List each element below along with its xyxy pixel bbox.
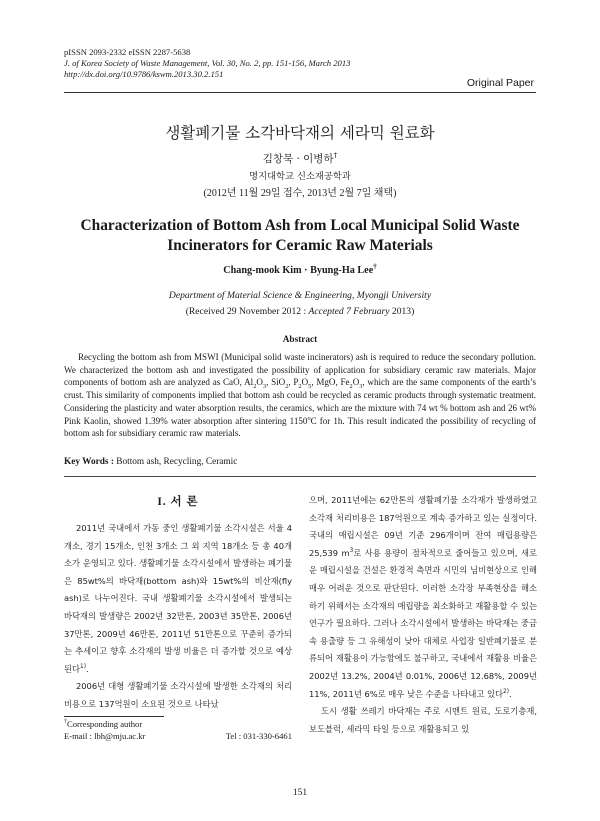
- keywords-divider: [64, 476, 536, 477]
- korean-title: 생활폐기물 소각바닥재의 세라믹 원료화: [165, 124, 435, 142]
- keywords-value: Bottom ash, Recycling, Ceramic: [113, 457, 238, 467]
- received-part-c: 2013): [389, 306, 415, 317]
- corresponding-author-note: †Corresponding author: [64, 719, 143, 729]
- page-number: 151: [292, 788, 308, 798]
- abstract-body: Recycling the bottom ash from MSWI (Municipal solid waste incinerators) ash is required to reduce the secondary pollution. We characterized the bottom ash and investigated the possibility of application for subsidiary ceramic raw materials. Major components of bottom ash are analyzed as CaO, $Al_2O_3$, SiO$_2$, $P_2O_5$, MgO, $Fe_2O_3$, which are the same components of the earth’s crust. This similarity of components implied that bottom ash could be recycled as ceramic products through systematic treatment. Considering the plasticity and water absorption results, the ceramics, which are the mixture with 74 wt % bottom ash and 26 wt% Pink Kaolin, showed 1.39% water absorption after sintering 1150$^o$C for 1h. This result indicated the possibility of recycling of bottom ash for subsidiary ceramic raw materials.: [64, 352, 536, 439]
- keywords-label: Key Words :: [64, 457, 114, 467]
- english-authors-text: Chang-mook Kim · Byung-Ha Lee: [223, 265, 374, 276]
- korean-affiliation: 명지대학교 신소재공학과: [249, 171, 351, 182]
- header-divider: [64, 92, 536, 93]
- korean-authors: [64, 151, 536, 166]
- reference-2[interactable]: 2): [503, 688, 509, 695]
- received-part-b: Accepted 7 February: [308, 306, 390, 317]
- reference-1[interactable]: 1): [80, 663, 86, 670]
- body-paragraph: 2011년 국내에서 가동 중인 생활폐기물 소각시설은 서울 4개소, 경기 15개소, 인천 3개소 그 외 지역 18개소 등 총 40개소가 운영되고 있다. 생활폐기물 소각시설에서 발생하는 폐기물은 85wt%의 바닥재(bottom ash)와 15wt%의 비산재(fly ash)로 나누어진다. 국내 생활폐기물 소각시설에서 발생되는 바닥재의 발생량은 2002년 32만톤, 2003년 35만톤, 2006년 37만톤, 2009년 46만톤, 2011년 51만톤으로 꾸준히 증가되는 추세이고 향후 소각재의 발생 비율은 더 증가할 것으로 예상된다$^{1)}$.: [64, 523, 292, 674]
- footnote-dagger: †: [64, 719, 68, 726]
- english-affiliation: Department of Material Science & Engineering, Myongji University: [168, 290, 432, 301]
- english-received-dates: [64, 306, 536, 317]
- contact-line: [64, 731, 292, 741]
- body-paragraph: 으며, 2011년에는 62만톤의 생활폐기물 소각재가 발생하였고 소각재 처리비용은 187억원으로 계속 증가하고 있는 실정이다. 국내의 매립시설은 09년 기준 296개이며 잔여 매립용량은 25,539 $m^3$로 사용 용량이 점차적으로 줄어들고 있으며, 새로운 매립시설을 건설은 환경적 측면과 시민의 님비현상으로 인해 매우 어려운 것으로 판단된다. 이러한 소각장 부족현상을 해소하기 위해서는 소각재의 매립량을 최소화하고 재활용할 수 있는 연구가 필요하다. 그러나 소각시설에서 발생하는 바닥재는 중금속 용출량 등 그 유해성이 낮아 대체로 사업장 일반폐기물로 분류되어 재활용이 가능함에도 불구하고, 국내에서 재활용 비율은 2002년 13.2%, 2004년 0.01%, 2006년 12.68%, 2009년 11%, 2011년 6%로 매우 낮은 수준을 나타내고 있다$^{2)}$.: [309, 495, 537, 699]
- article-type-label: Original Paper: [466, 77, 534, 89]
- body-column-left: [64, 520, 292, 714]
- received-part-a: (Received 29 November 2012 :: [185, 306, 309, 317]
- english-title-line2: Incinerators for Ceramic Raw Materials: [167, 237, 433, 254]
- body-paragraph: 2006년 대형 생활폐기물 소각시설에 발생한 소각재의 처리비용으로 137억원이 소요된 것으로 나타났: [64, 681, 292, 709]
- english-authors: [64, 262, 536, 276]
- korean-authors-text: 김창묵 · 이병하: [262, 153, 334, 165]
- issn-line: pISSN 2093-2332 eISSN 2287-5638: [64, 47, 191, 57]
- abstract-heading: Abstract: [282, 335, 318, 345]
- corresponding-dagger: †: [333, 150, 338, 160]
- body-paragraph: 도시 생활 쓰레기 바닥재는 주로 시멘트 원료, 도로기층재, 보도블럭, 세라믹 타일 등으로 재활용되고 있: [309, 706, 537, 734]
- author-phone: Tel : 031-330-6461: [225, 731, 292, 741]
- doi-link[interactable]: http://dx.doi.org/10.9786/kswm.2013.30.2.151: [64, 69, 224, 79]
- section-heading-introduction: I. 서 론: [157, 496, 199, 508]
- keywords: [64, 457, 237, 467]
- journal-citation: J. of Korea Society of Waste Management, Vol. 30, No. 2, pp. 151-156, March 2013: [64, 58, 351, 68]
- english-title: [64, 216, 536, 256]
- body-column-right: [309, 492, 537, 738]
- corresponding-dagger-en: †: [373, 262, 377, 271]
- korean-received-dates: (2012년 11월 29일 접수, 2013년 2월 7일 채택): [203, 188, 397, 199]
- english-title-line1: Characterization of Bottom Ash from Local Municipal Solid Waste: [80, 217, 520, 234]
- author-email[interactable]: E-mail : lbh@mju.ac.kr: [64, 731, 146, 741]
- footnote-divider: [64, 716, 164, 717]
